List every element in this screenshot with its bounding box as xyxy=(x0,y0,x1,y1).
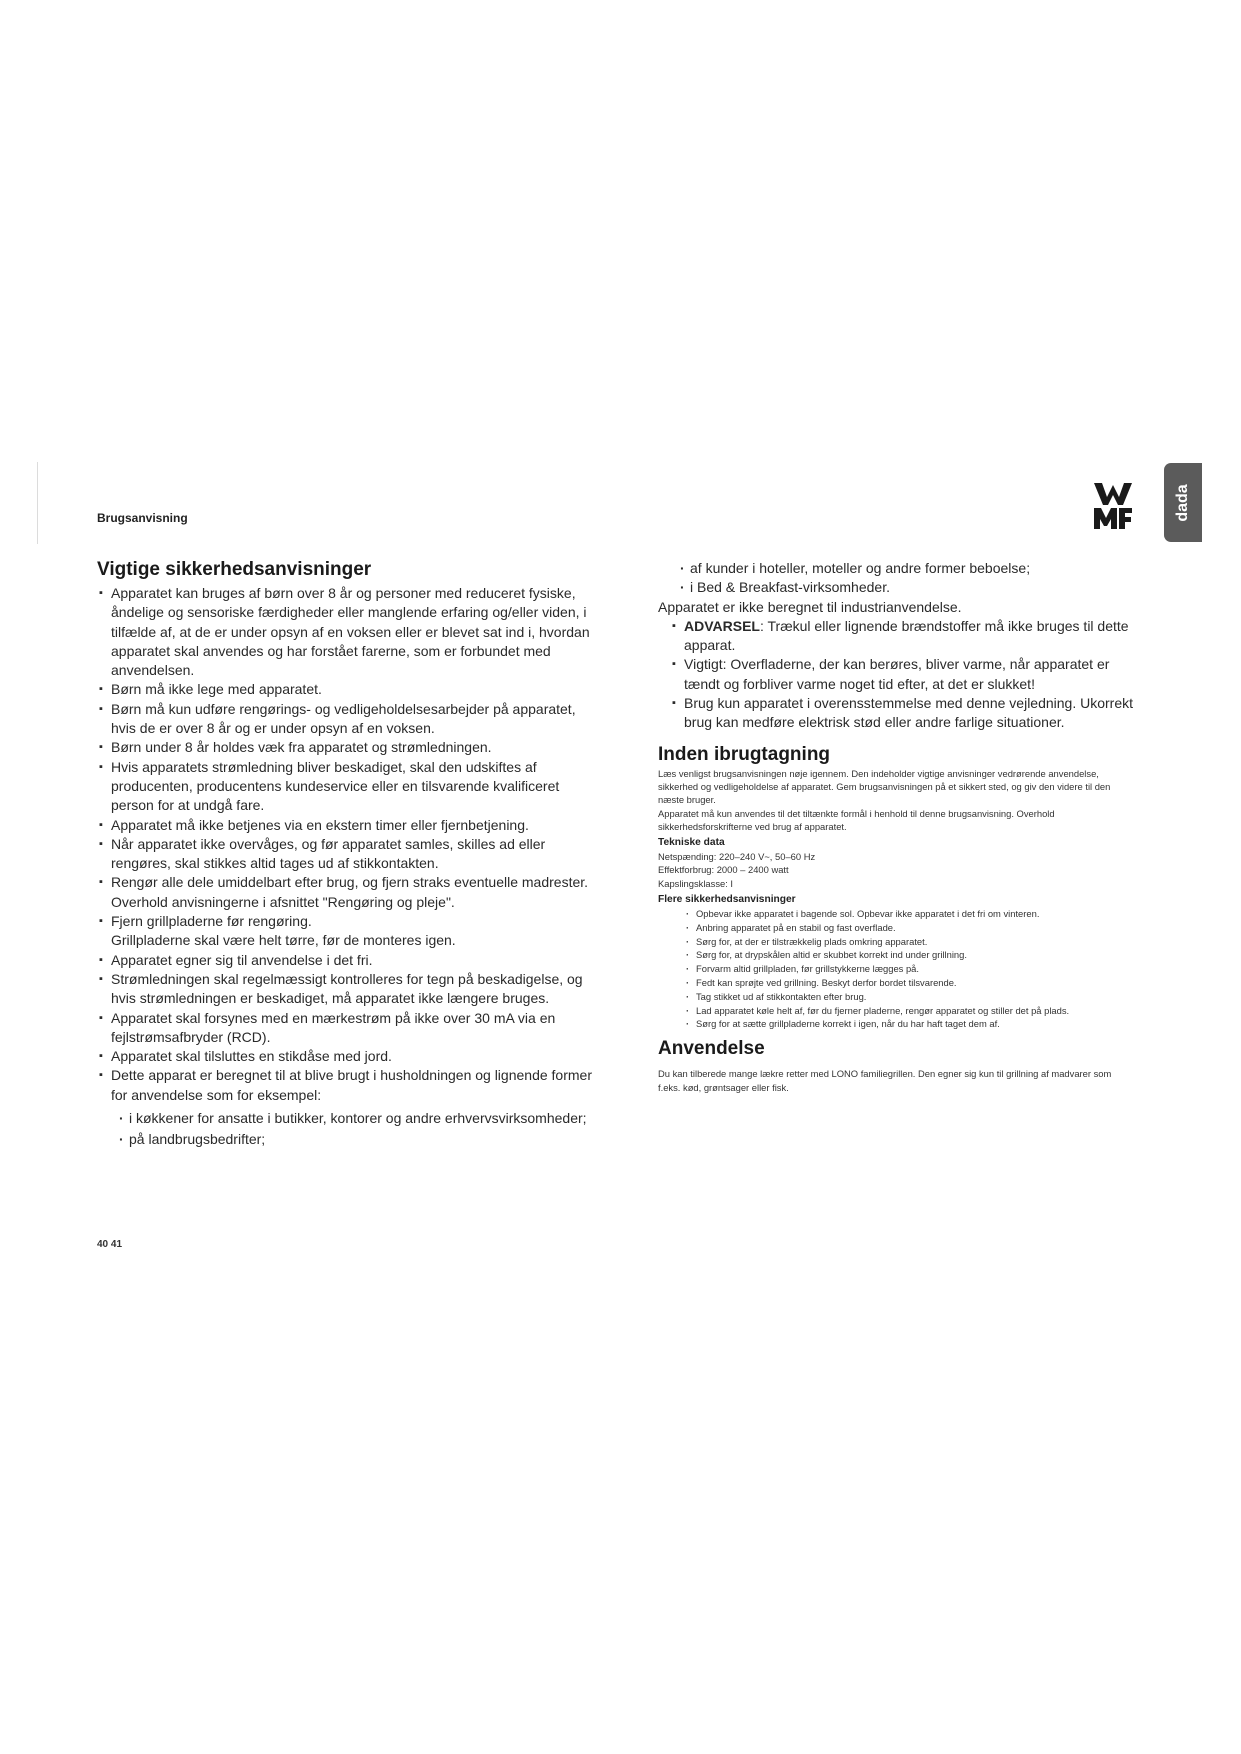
page-edge-divider xyxy=(37,462,38,544)
list-item: ▪ Apparatet skal tilsluttes en stikdåse med jord. xyxy=(97,1047,597,1066)
list-item: · Sørg for, at drypskålen altid er skubbet korrekt ind under grillning. xyxy=(658,948,1136,962)
usage-text: Du kan tilberede mange lækre retter med LONO familiegrillen. Den egner sig kun til grillning af madvarer som f.eks. kød, grøntsager eller fisk. xyxy=(658,1068,1112,1093)
list-item: ▪ Børn må kun udføre rengørings- og vedligeholdelsesarbejder på apparatet, hvis de er over 8 år og er under opsyn af en voksen. xyxy=(97,700,597,739)
sub-list-item: · på landbrugsbedrifter; xyxy=(97,1130,597,1149)
list-item: ▪ Vigtigt: Overfladerne, der kan berøres, bliver varme, når apparatet er tændt og forbliver varme noget tid efter, at det er slukket! xyxy=(670,655,1136,694)
list-item: · Lad apparatet køle helt af, før du fjerner pladerne, rengør apparatet og stiller det på plads. xyxy=(658,1004,1136,1018)
document-header-label: Brugsanvisning xyxy=(97,511,188,525)
list-item: · Opbevar ikke apparatet i bagende sol. Opbevar ikke apparatet i det fri om vinteren. xyxy=(658,907,1136,921)
tech-data-voltage: Netspænding: 220–240 V~, 50–60 Hz xyxy=(658,851,816,863)
list-item: · Sørg for, at der er tilstrækkelig plads omkring apparatet. xyxy=(658,935,1136,949)
list-item: · Tag stikket ud af stikkontakten efter brug. xyxy=(658,990,1136,1004)
list-item: ▪ Hvis apparatets strømledning bliver beskadiget, skal den udskiftes af producenten, producentens kundeservice eller en tilsvarende kvalificeret person for at undgå fare. xyxy=(97,758,597,816)
list-item-warning xyxy=(670,617,1136,656)
list-item: ▪ Når apparatet ikke overvåges, og før apparatet samles, skilles ad eller rengøres, skal stikkes altid tages ud af stikkontakten. xyxy=(97,835,597,874)
tech-data-power: Effektforbrug: 2000 – 2400 watt xyxy=(658,864,789,876)
list-item: · Sørg for at sætte grillpladerne korrekt i igen, når du har haft taget dem af. xyxy=(658,1017,1136,1031)
list-item: ▪ Apparatet må ikke betjenes via en ekstern timer eller fjernbetjening. xyxy=(97,816,597,835)
list-item-note: Grillpladerne skal være helt tørre, før de monteres igen. xyxy=(111,932,456,949)
list-item-note: Overhold anvisningerne i afsnittet "Rengøring og pleje". xyxy=(111,893,455,910)
before-use-intro: Læs venligst brugsanvisningen nøje igennem. Den indeholder vigtige anvisninger vedrørende anvendelse, sikkerhed og vedligeholdelse af apparatet. Gem brugsanvisningen på et sikkert sted, og giv den videre til den næste bruger. xyxy=(658,767,1111,806)
left-column xyxy=(97,558,597,1150)
list-item: ▪ Apparatet kan bruges af børn over 8 år og personer med reduceret fysiske, åndelige og sensoriske færdigheder eller manglende erfaring og/eller viden, i tilfælde af, at de er under opsyn af en voksen eller er blevet sat ind i, hvordan apparatet skal anvendes og har forstået farerne, som er forbundet med anvendelsen. xyxy=(97,584,597,680)
list-item-note: Apparatet er ikke beregnet til industrianvendelse. xyxy=(658,598,962,615)
list-item: ▪ Brug kun apparatet i overensstemmelse med denne vejledning. Ukorrekt brug kan medføre elektrisk stød eller andre farlige situationer. xyxy=(670,694,1136,733)
more-safety-list xyxy=(658,907,1136,1031)
list-item: ▪ Børn under 8 år holdes væk fra apparatet og strømledningen. xyxy=(97,738,597,757)
list-item: · Fedt kan sprøjte ved grillning. Beskyt derfor bordet tilsvarende. xyxy=(658,976,1136,990)
list-item: ▪ Dette apparat er beregnet til at blive brugt i husholdningen og lignende former for anvendelse som for eksempel: xyxy=(97,1066,597,1105)
tech-data-class: Kapslingsklasse: I xyxy=(658,877,734,889)
list-item: ▪ Apparatet egner sig til anvendelse i det fri. xyxy=(97,951,597,970)
list-item: · Anbring apparatet på en stabil og fast overflade. xyxy=(658,921,1136,935)
list-item: ▪ Børn må ikke lege med apparatet. xyxy=(97,680,597,699)
list-item: · Forvarm altid grillpladen, før grillstykkerne lægges på. xyxy=(658,962,1136,976)
list-item: ▪ Rengør alle dele umiddelbart efter brug, og fjern straks eventuelle madrester. xyxy=(97,873,597,892)
sub-list-item: · i Bed & Breakfast-virksomheder. xyxy=(658,578,1136,597)
section-title-before-use: Inden ibrugtagning xyxy=(658,743,831,765)
more-safety-heading: Flere sikkerhedsanvisninger xyxy=(658,894,796,906)
list-item: ▪ Apparatet skal forsynes med en mærkestrøm på ikke over 30 mA via en fejlstrømsafbryder (RCD). xyxy=(97,1009,597,1048)
language-tab[interactable] xyxy=(1164,463,1202,542)
sub-list-item: · af kunder i hoteller, moteller og andre former beboelse; xyxy=(658,559,1136,578)
list-item: ▪ Strømledningen skal regelmæssigt kontrolleres for tegn på beskadigelse, og hvis strømledningen er beskadiget, må apparatet ikke længere bruges. xyxy=(97,970,597,1009)
sub-list-item: · i køkkener for ansatte i butikker, kontorer og andre erhvervsvirksomheder; xyxy=(97,1109,597,1128)
warning-text: : Trækul eller lignende brændstoffer må ikke bruges til dette apparat. xyxy=(684,617,1129,654)
section-title-safety: Vigtige sikkerhedsanvisninger xyxy=(97,559,372,580)
list-item: ▪ Fjern grillpladerne før rengøring. xyxy=(97,912,597,931)
section-title-usage: Anvendelse xyxy=(658,1038,765,1060)
safety-list-continued xyxy=(658,559,1136,733)
wmf-logo xyxy=(1092,481,1134,531)
page-numbers: 40 41 xyxy=(97,1239,123,1250)
before-use-intro-2: Apparatet må kun anvendes til det tiltænkte formål i henhold til denne brugsanvisning. Overhold sikkerhedsforskrifterne ved brug af apparatet. xyxy=(658,807,1055,832)
safety-list xyxy=(97,584,597,1150)
tech-data-heading: Tekniske data xyxy=(658,837,725,849)
right-column xyxy=(658,559,1136,1094)
language-tab-label: dada xyxy=(1174,483,1191,522)
warning-label: ADVARSEL xyxy=(684,617,760,634)
